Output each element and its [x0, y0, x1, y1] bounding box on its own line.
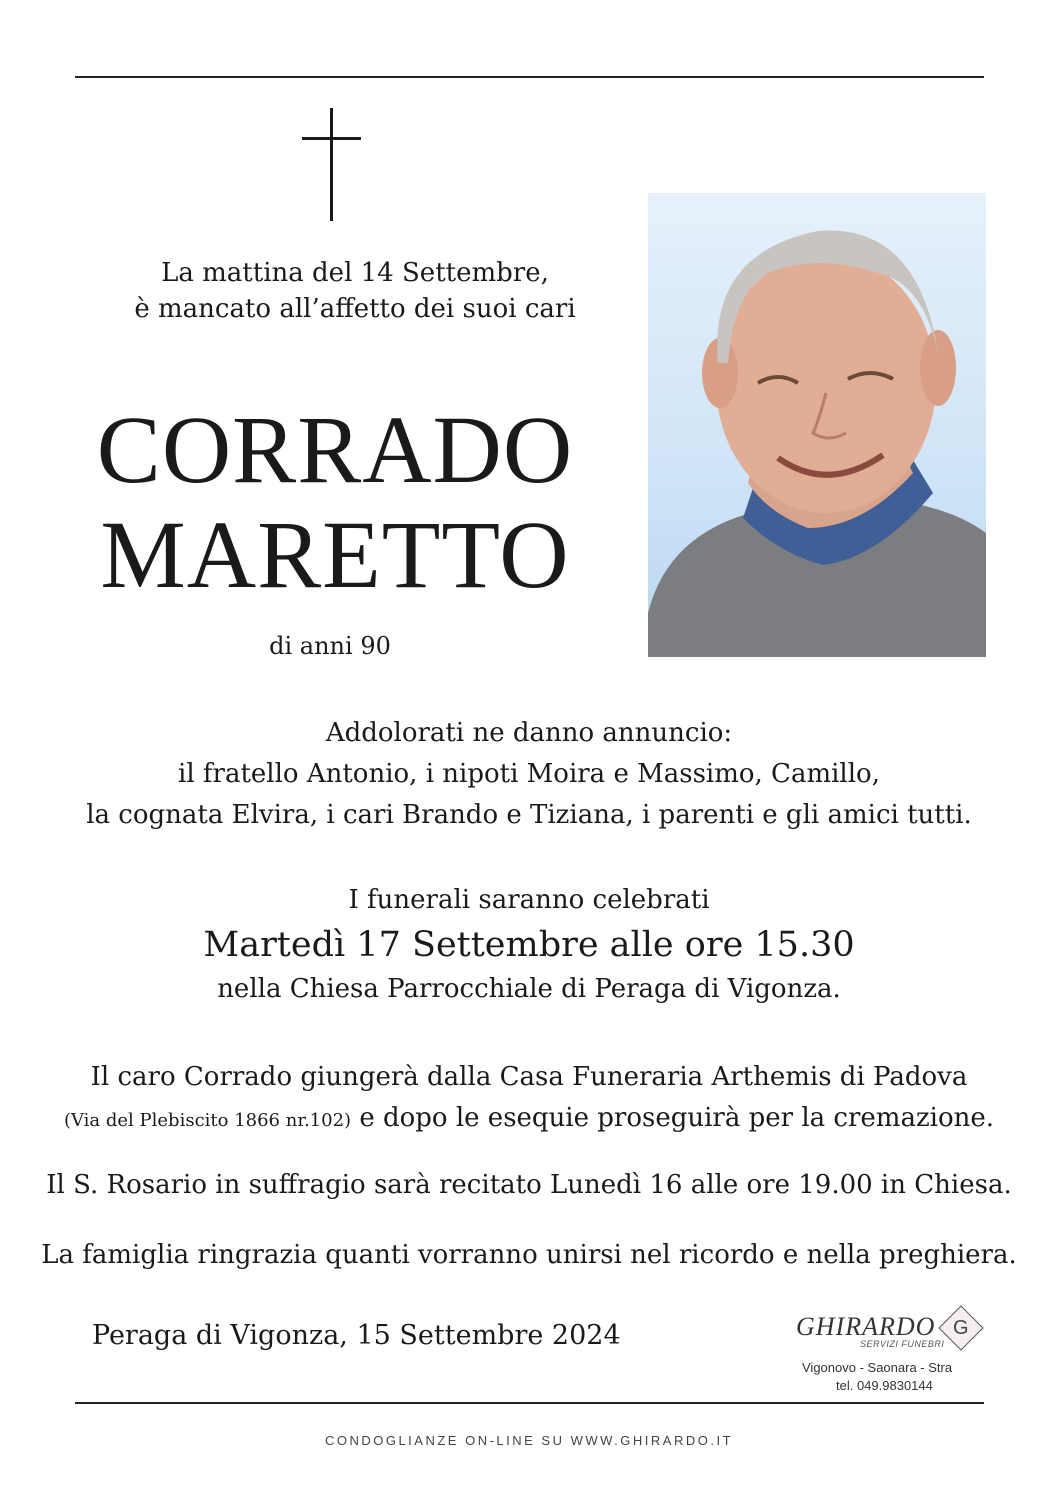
- logo-name: GHIRARDO: [796, 1312, 936, 1341]
- place-date: Peraga di Vigonza, 15 Settembre 2024: [92, 1320, 621, 1351]
- funeral-home-logo: [790, 1302, 1000, 1402]
- thanks-text: La famiglia ringrazia quanti vorranno unirsi nel ricordo e nella preghiera.: [41, 1240, 1017, 1270]
- logo-areas: Vigonovo - Saonara - Stra: [802, 1360, 953, 1375]
- arrival-line-1: Il caro Corrado giungerà dalla Casa Funeraria Arthemis di Padova: [90, 1062, 968, 1092]
- footer-condolences: CONDOGLIANZE ON-LINE SU WWW.GHIRARDO.IT: [324, 1433, 734, 1448]
- intro-line-2: è mancato all’affetto dei suoi cari: [134, 294, 576, 324]
- deceased-last-name: MARETTO: [100, 501, 570, 608]
- announcement-line-3: la cognata Elvira, i cari Brando e Tiziana, i parenti e gli amici tutti.: [86, 800, 972, 830]
- funeral-block: [40, 880, 1018, 1010]
- announcement-line-1: Addolorati ne danno annuncio:: [325, 718, 733, 748]
- funeral-datetime: Martedì 17 Settembre alle ore 15.30: [203, 925, 855, 965]
- arrival-line-2: [40, 1098, 1018, 1141]
- logo-subtitle: SERVIZI FUNEBRI: [860, 1339, 945, 1349]
- intro-text: [75, 255, 635, 327]
- announcement-block: [40, 713, 1018, 836]
- rosary-text: Il S. Rosario in suffragio sarà recitato Lunedì 16 alle ore 19.00 in Chiesa.: [46, 1170, 1012, 1200]
- funeral-location: nella Chiesa Parrocchiale di Peraga di Vigonza.: [217, 974, 841, 1004]
- arrival-line-2-rest: e dopo le esequie proseguirà per la cremazione.: [359, 1103, 995, 1133]
- intro-line-1: La mattina del 14 Settembre,: [161, 258, 549, 288]
- arrival-block: [40, 1057, 1018, 1141]
- portrait-photo: [648, 193, 986, 657]
- logo-mark: G: [953, 1317, 969, 1339]
- top-divider: [75, 76, 984, 78]
- logo-phone: tel. 049.9830144: [836, 1378, 933, 1393]
- deceased-first-name: CORRADO: [96, 396, 574, 503]
- bottom-divider: [75, 1402, 984, 1404]
- arrival-address: (Via del Plebiscito 1866 nr.102): [63, 1110, 352, 1131]
- funeral-intro: I funerali saranno celebrati: [348, 885, 710, 915]
- deceased-age: di anni 90: [269, 632, 391, 660]
- announcement-line-2: il fratello Antonio, i nipoti Moira e Massimo, Camillo,: [178, 759, 880, 789]
